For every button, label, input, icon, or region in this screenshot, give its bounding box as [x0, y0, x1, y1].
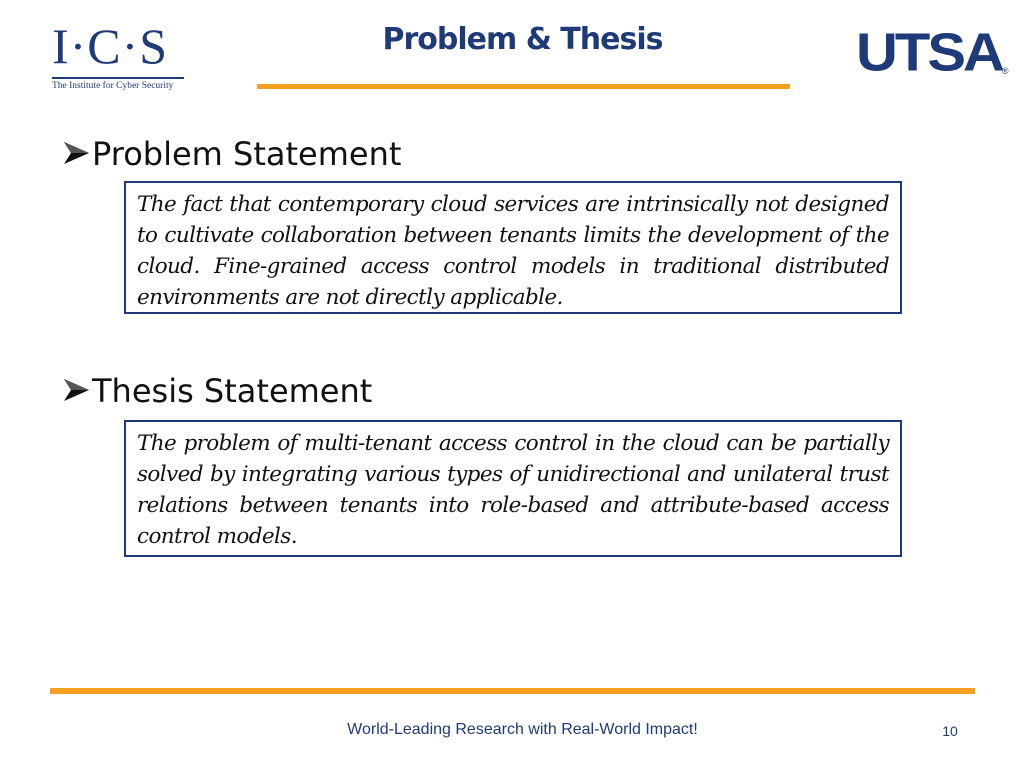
- thesis-statement-text: The problem of multi-tenant access control in the cloud can be partially solved by integrating various types of unidirectional and unilateral trust relations between tenants into role-based and attribute-based access control models.: [137, 431, 889, 549]
- footer-tagline: World-Leading Research with Real-World Impact!: [347, 721, 698, 738]
- thesis-statement-heading: [62, 371, 372, 411]
- problem-statement-heading: [62, 134, 401, 174]
- utsa-logo-letters: UTSA: [856, 22, 1002, 83]
- slide-title: Problem & Thesis: [382, 22, 663, 57]
- problem-statement-text: The fact that contemporary cloud services are intrinsically not designed to cultivate collaboration between tenants limits the development of the cloud. Fine-grained access control models in traditional distributed environments are not directly applicable.: [137, 192, 889, 310]
- ics-logo: [52, 18, 188, 96]
- arrow-bullet-icon: [62, 139, 92, 167]
- arrow-bullet-icon: [62, 376, 92, 404]
- problem-statement-box: [124, 181, 902, 314]
- registered-mark: ®: [1001, 66, 1009, 76]
- thesis-statement-box: [124, 420, 902, 557]
- ics-logo-rule: [52, 77, 184, 79]
- page-number: 10: [942, 723, 958, 739]
- ics-logo-caption: The Institute for Cyber Security: [52, 81, 174, 91]
- problem-statement-heading-label: Problem Statement: [92, 135, 402, 173]
- thesis-statement-heading-label: Thesis Statement: [92, 372, 373, 410]
- ics-logo-letters: I·C·S: [52, 18, 169, 74]
- footer-rule: [50, 688, 975, 694]
- title-underline: [257, 84, 790, 89]
- utsa-logo: [856, 22, 1009, 84]
